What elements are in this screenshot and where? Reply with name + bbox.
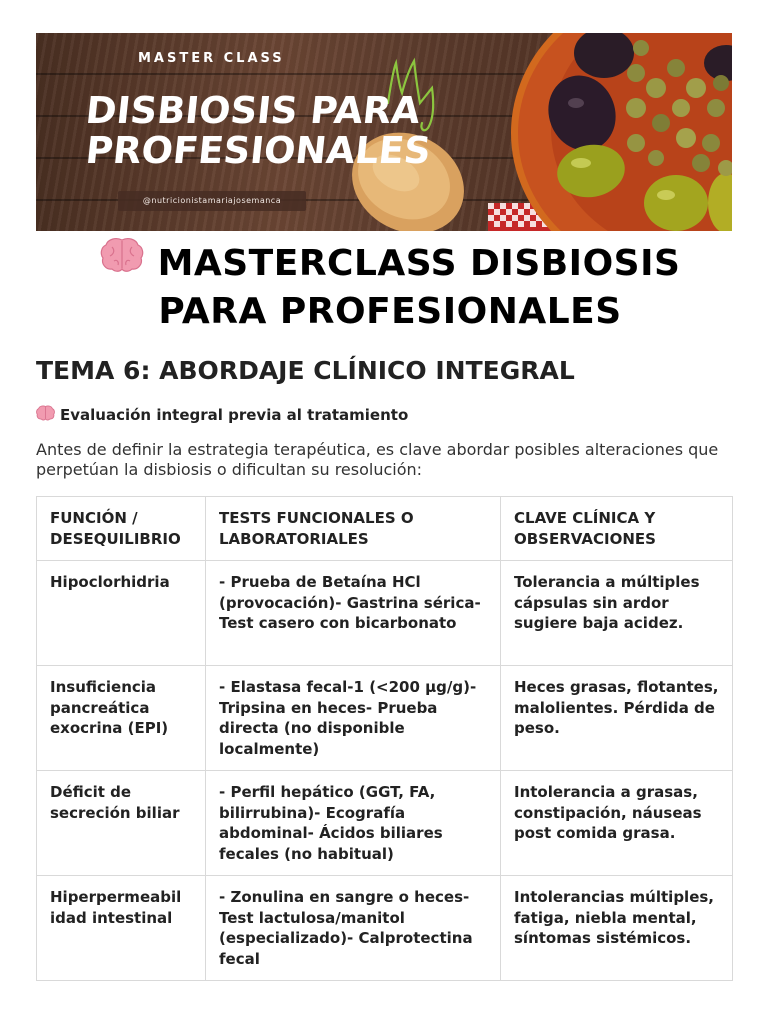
cell-tests: - Elastasa fecal-1 (<200 µg/g)- Tripsina en heces- Prueba directa (no disponible localmente) — [206, 666, 501, 771]
brain-icon — [36, 405, 55, 425]
title-line2: PARA PROFESIONALES — [158, 291, 622, 332]
header-clinical-key: CLAVE CLÍNICA Y OBSERVACIONES — [501, 497, 733, 561]
hero-banner — [36, 33, 732, 231]
cell-tests: - Prueba de Betaína HCl (provocación)- Gastrina sérica- Test casero con bicarbonato — [206, 561, 501, 666]
cell-clinical-key: Intolerancias múltiples, fatiga, niebla mental, síntomas sistémicos. — [501, 876, 733, 981]
instagram-handle: @nutricionistamariajosemanca — [118, 191, 306, 211]
brain-icon — [100, 237, 144, 285]
banner-title-line2: PROFESIONALES — [83, 129, 433, 172]
section-subtitle: TEMA 6: ABORDAJE CLÍNICO INTEGRAL — [36, 356, 575, 385]
master-class-label: MASTER CLASS — [138, 51, 285, 66]
clinical-table — [36, 496, 733, 981]
cell-clinical-key: Heces grasas, flotantes, malolientes. Pérdida de peso. — [501, 666, 733, 771]
header-function: FUNCIÓN / DESEQUILIBRIO — [37, 497, 206, 561]
table-row — [37, 876, 733, 981]
table-row — [37, 771, 733, 876]
cell-function: Hiperpermeabil idad intestinal — [37, 876, 206, 981]
cell-clinical-key: Intolerancia a grasas, constipación, náuseas post comida grasa. — [501, 771, 733, 876]
cell-function: Déficit de secreción biliar — [37, 771, 206, 876]
evaluation-heading-text: Evaluación integral previa al tratamiento — [60, 406, 409, 424]
page-title — [60, 241, 720, 335]
table-header-row — [37, 497, 733, 561]
header-tests: TESTS FUNCIONALES O LABORATORIALES — [206, 497, 501, 561]
title-line1: MASTERCLASS DISBIOSIS — [157, 243, 681, 284]
intro-paragraph: Antes de definir la estrategia terapéutica, es clave abordar posibles alteraciones que perpetúan la disbiosis o dificultan su resolución: — [36, 440, 719, 479]
cell-tests: - Zonulina en sangre o heces- Test lactulosa/manitol (especializado)- Calprotectina fecal — [206, 876, 501, 981]
cell-tests: - Perfil hepático (GGT, FA, bilirrubina)- Ecografía abdominal- Ácidos biliares fecales (no habitual) — [206, 771, 501, 876]
evaluation-heading — [36, 405, 408, 425]
cell-clinical-key: Tolerancia a múltiples cápsulas sin ardor sugiere baja acidez. — [501, 561, 733, 666]
table-row — [37, 666, 733, 771]
table-row — [37, 561, 733, 666]
cell-function: Insuficiencia pancreática exocrina (EPI) — [37, 666, 206, 771]
banner-title-line1: DISBIOSIS PARA — [83, 89, 423, 132]
cell-function: Hipoclorhidria — [37, 561, 206, 666]
